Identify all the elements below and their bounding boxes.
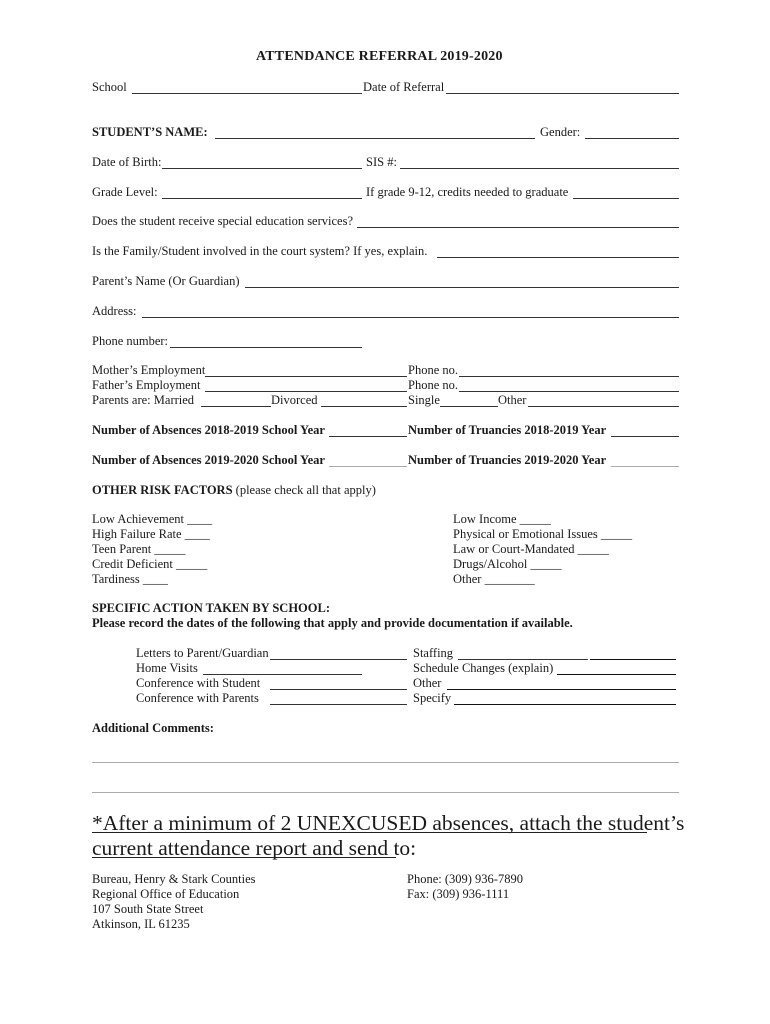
action-specify-field[interactable] bbox=[454, 704, 676, 705]
risk-factors-heading-bold: OTHER RISK FACTORS bbox=[92, 483, 233, 497]
address-line-1: Bureau, Henry & Stark Counties bbox=[92, 872, 256, 886]
absences-2018-field[interactable] bbox=[329, 436, 407, 437]
risk-factor-drugs-alcohol[interactable]: Drugs/Alcohol _____ bbox=[453, 557, 562, 571]
risk-factor-credit-deficient[interactable]: Credit Deficient _____ bbox=[92, 557, 208, 571]
risk-factors-heading-note: (please check all that apply) bbox=[232, 483, 376, 497]
parents-are-label: Parents are: Married bbox=[92, 393, 195, 407]
address-field[interactable] bbox=[142, 317, 679, 318]
truancies-2018-label: Number of Truancies 2018-2019 Year bbox=[408, 423, 607, 437]
special-ed-field[interactable] bbox=[357, 227, 679, 228]
truancies-2018-field[interactable] bbox=[611, 436, 679, 437]
credits-needed-label: If grade 9-12, credits needed to graduate bbox=[366, 185, 569, 199]
notice-underline-1 bbox=[92, 832, 647, 833]
mothers-employment-label: Mother’s Employment bbox=[92, 363, 206, 377]
action-staffing-label: Staffing bbox=[413, 646, 454, 660]
absences-2019-field[interactable] bbox=[329, 466, 407, 467]
specific-action-instruction: Please record the dates of the following that apply and provide documentation if available. bbox=[92, 616, 573, 630]
date-of-birth-field[interactable] bbox=[162, 168, 362, 169]
parents-name-field[interactable] bbox=[245, 287, 679, 288]
parents-name-label: Parent’s Name (Or Guardian) bbox=[92, 274, 240, 288]
address-line-4: Atkinson, IL 61235 bbox=[92, 917, 190, 931]
absences-2019-label: Number of Absences 2019-2020 School Year bbox=[92, 453, 325, 467]
fathers-employment-label: Father’s Employment bbox=[92, 378, 201, 392]
phone-no-1-field[interactable] bbox=[459, 376, 679, 377]
action-schedule-field[interactable] bbox=[557, 674, 676, 675]
school-label: School bbox=[92, 80, 127, 94]
absences-2018-label: Number of Absences 2018-2019 School Year bbox=[92, 423, 325, 437]
grade-level-field[interactable] bbox=[162, 198, 362, 199]
risk-factor-low-income[interactable]: Low Income _____ bbox=[453, 512, 551, 526]
other-field[interactable] bbox=[528, 406, 679, 407]
risk-factor-tardiness[interactable]: Tardiness ____ bbox=[92, 572, 168, 586]
gender-field[interactable] bbox=[585, 138, 679, 139]
address-line-2: Regional Office of Education bbox=[92, 887, 240, 901]
fathers-employment-field[interactable] bbox=[205, 391, 407, 392]
divorced-label: Divorced bbox=[271, 393, 318, 407]
truancies-2019-label: Number of Truancies 2019-2020 Year bbox=[408, 453, 607, 467]
action-conf-parents-label: Conference with Parents bbox=[136, 691, 259, 705]
phone-no-1-label: Phone no. bbox=[408, 363, 458, 377]
date-of-referral-field[interactable] bbox=[446, 93, 679, 94]
action-conf-parents-field[interactable] bbox=[270, 704, 407, 705]
form-title: ATTENDANCE REFERRAL 2019-2020 bbox=[256, 49, 503, 64]
action-conf-student-label: Conference with Student bbox=[136, 676, 261, 690]
risk-factor-teen-parent[interactable]: Teen Parent _____ bbox=[92, 542, 186, 556]
risk-factor-physical-emotional[interactable]: Physical or Emotional Issues _____ bbox=[453, 527, 633, 541]
divorced-field[interactable] bbox=[321, 406, 407, 407]
notice-underline-2 bbox=[92, 857, 396, 858]
date-of-birth-label: Date of Birth: bbox=[92, 155, 162, 169]
sis-label: SIS #: bbox=[366, 155, 397, 169]
married-field[interactable] bbox=[201, 406, 271, 407]
phone-number-field[interactable] bbox=[170, 347, 362, 348]
date-of-referral-label: Date of Referral bbox=[363, 80, 445, 94]
truancies-2019-field[interactable] bbox=[611, 466, 679, 467]
single-label: Single bbox=[408, 393, 440, 407]
action-conf-student-field[interactable] bbox=[270, 689, 407, 690]
risk-factor-law-court[interactable]: Law or Court-Mandated _____ bbox=[453, 542, 609, 556]
address-line-3: 107 South State Street bbox=[92, 902, 204, 916]
action-letters-field[interactable] bbox=[270, 659, 407, 660]
address-label: Address: bbox=[92, 304, 137, 318]
comments-line-2[interactable] bbox=[92, 792, 679, 793]
action-staffing-field-ext[interactable] bbox=[590, 659, 676, 660]
contact-phone: Phone: (309) 936-7890 bbox=[407, 872, 523, 886]
phone-number-label: Phone number: bbox=[92, 334, 169, 348]
grade-level-label: Grade Level: bbox=[92, 185, 158, 199]
additional-comments-label: Additional Comments: bbox=[92, 721, 214, 735]
action-schedule-label: Schedule Changes (explain) bbox=[413, 661, 554, 675]
action-home-visits-field[interactable] bbox=[203, 674, 362, 675]
action-letters-label: Letters to Parent/Guardian bbox=[136, 646, 269, 660]
court-system-field[interactable] bbox=[437, 257, 679, 258]
mothers-employment-field[interactable] bbox=[205, 376, 407, 377]
other-label: Other bbox=[498, 393, 527, 407]
notice-line-1: *After a minimum of 2 UNEXCUSED absences, attach the student’s bbox=[92, 811, 685, 835]
notice-line-2: current attendance report and send to: bbox=[92, 836, 417, 860]
action-specify-label: Specify bbox=[413, 691, 452, 705]
credits-needed-field[interactable] bbox=[573, 198, 679, 199]
students-name-field[interactable] bbox=[215, 138, 535, 139]
risk-factor-low-achievement[interactable]: Low Achievement ____ bbox=[92, 512, 213, 526]
single-field[interactable] bbox=[440, 406, 498, 407]
phone-no-2-label: Phone no. bbox=[408, 378, 458, 392]
school-field[interactable] bbox=[132, 93, 362, 94]
risk-factor-high-failure-rate[interactable]: High Failure Rate ____ bbox=[92, 527, 210, 541]
risk-factors-heading bbox=[92, 483, 376, 497]
students-name-label: STUDENT’S NAME: bbox=[92, 125, 208, 139]
comments-line-1[interactable] bbox=[92, 762, 679, 763]
action-staffing-field[interactable] bbox=[458, 659, 588, 660]
special-ed-label: Does the student receive special education services? bbox=[92, 214, 353, 228]
phone-no-2-field[interactable] bbox=[459, 391, 679, 392]
action-other-field[interactable] bbox=[447, 689, 676, 690]
contact-fax: Fax: (309) 936-1111 bbox=[407, 887, 510, 901]
court-system-label: Is the Family/Student involved in the court system? If yes, explain. bbox=[92, 244, 428, 258]
risk-factor-other[interactable]: Other ________ bbox=[453, 572, 535, 586]
action-home-visits-label: Home Visits bbox=[136, 661, 198, 675]
gender-label: Gender: bbox=[540, 125, 581, 139]
sis-field[interactable] bbox=[400, 168, 679, 169]
action-other-label: Other bbox=[413, 676, 442, 690]
specific-action-heading: SPECIFIC ACTION TAKEN BY SCHOOL: bbox=[92, 601, 331, 615]
